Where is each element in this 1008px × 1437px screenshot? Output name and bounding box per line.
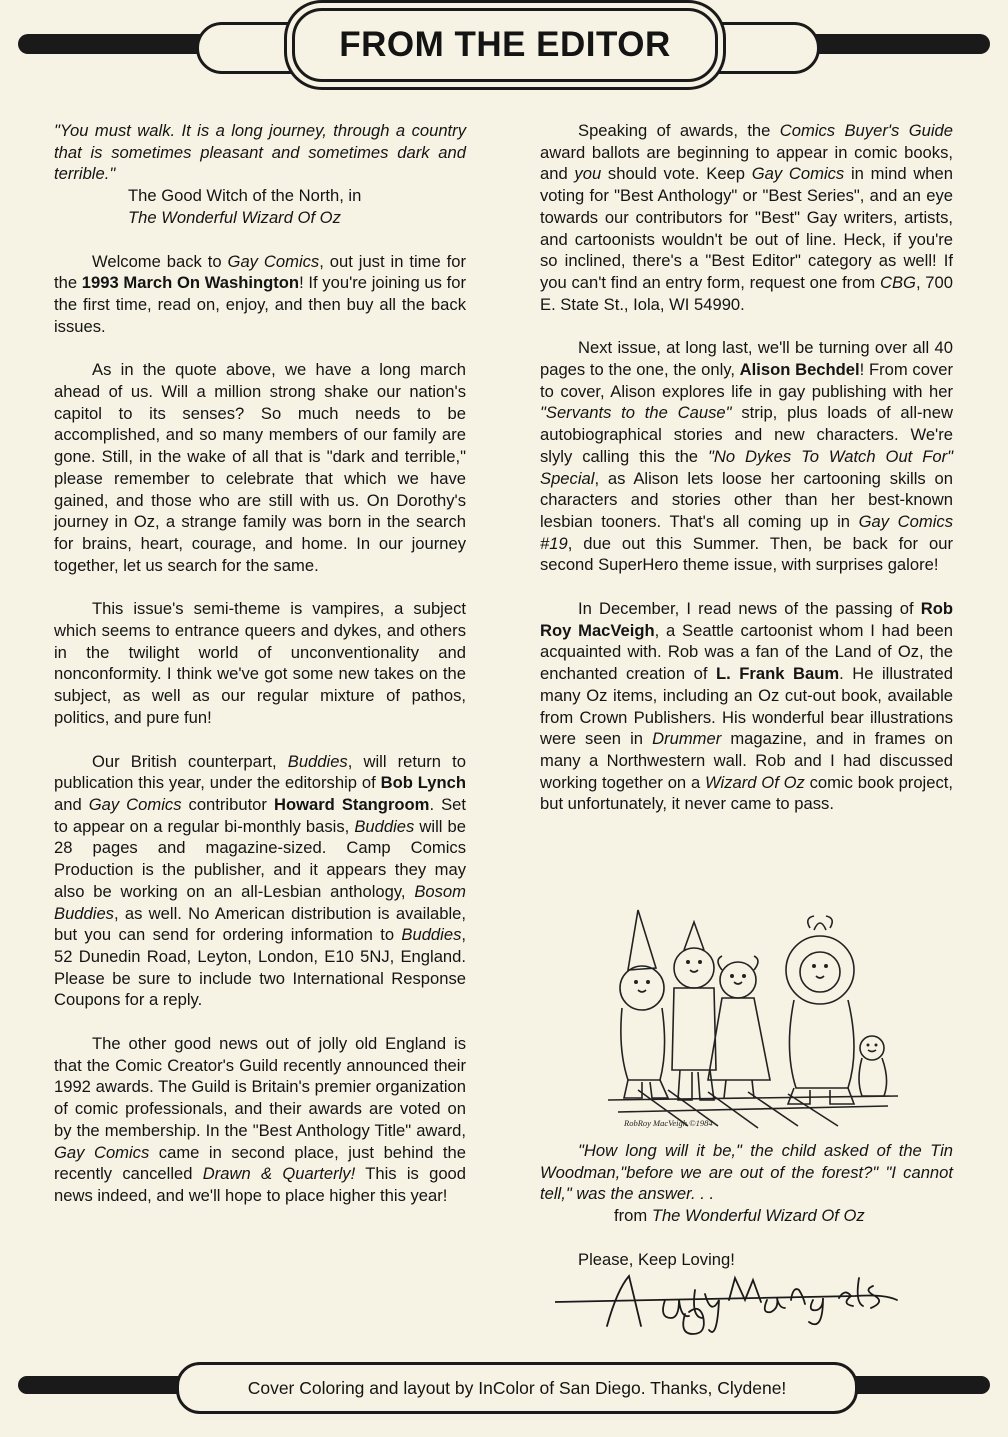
- opening-quote: "You must walk. It is a long journey, through a country that is sometimes pleasant and sometimes dark and terrible.": [54, 121, 466, 184]
- quote-attribution-title: The Wonderful Wizard Of Oz: [128, 207, 341, 227]
- footer-bar-right: [840, 1376, 990, 1394]
- paragraph-cbg-awards: Speaking of awards, the Comics Buyer's Guide award ballots are beginning to appear in comic books, and you should vote. Keep Gay Comics in mind when voting for "Best Anthology" or "Best Series", and an eye towards our contributors for "Best" Gay writers, artists, and cartoonists wouldn't be out of line. Heck, if you're so inclined, there's a "Best Editor" category as well! If you can't find an entry form, request one from CBG, 700 E. State St., Iola, WI 54990.: [540, 121, 953, 314]
- page-title: FROM THE EDITOR: [339, 25, 671, 64]
- caption-quote: "How long will it be," the child asked of the Tin Woodman,"before we are out of the forest?" "I cannot tell," was the answer. . .: [540, 1141, 953, 1204]
- paragraph-buddies: Our British counterpart, Buddies, will return to publication this year, under the editorship of Bob Lynch and Gay Comics contributor Howard Stangroom. Set to appear on a regular bi-monthly basis, Buddies will be 28 pages and magazine-sized. Camp Comics Production is the publisher, and it appears they may also be working on an all-Lesbian anthology, Bosom Buddies, as well. No American distribution is available, but you can send for ordering information to Buddies, 52 Dunedin Road, Leyton, London, E10 5NJ, England. Please be sure to include two International Response Coupons for a reply.: [54, 751, 466, 1010]
- oz-bears-illustration: [598, 900, 914, 1132]
- left-column: [54, 120, 466, 1229]
- footer-credit-box: [176, 1362, 858, 1414]
- paragraph-next-issue: Next issue, at long last, we'll be turning over all 40 pages to the one, the only, Alison Bechdel! From cover to cover, Alison explores life in gay publishing with her "Servants to the Cause" strip, plus loads of all-new autobiographical stories and new characters. We're slyly calling this the "No Dykes To Watch Out For" Special, as Alison lets loose her cartooning skills on characters and stories other than her best-known lesbian tooners. That's all coming up in Gay Comics #19, due out this Summer. Then, be back for our second SuperHero theme issue, with surprises galore!: [540, 338, 954, 575]
- paragraph-vampires: This issue's semi-theme is vampires, a subject which seems to entrance queers and dykes, and others in the twilight world of unconventionality and nonconformity. I think we've got some new takes on the subject, as well as our regular mixture of pathos, politics, and pure fun!: [54, 599, 466, 727]
- quote-attribution: [54, 185, 466, 228]
- quote-attribution-speaker: The Good Witch of the North, in: [128, 186, 362, 206]
- right-column: [540, 120, 953, 837]
- paragraph-guild-awards: The other good news out of jolly old England is that the Comic Creator's Guild recently announced their 1992 awards. The Guild is Britain's premier organization of comic professionals, and their awards are voted on by the membership. In the "Best Anthology Title" award, Gay Comics came in second place, just behind the recently cancelled Drawn & Quarterly! This is good news indeed, and we'll hope to place higher this year!: [54, 1034, 467, 1205]
- signature: [555, 1270, 915, 1338]
- illustration-caption: [540, 1140, 953, 1227]
- paragraph-march: As in the quote above, we have a long march ahead of us. Will a million strong shake our nation's capitol to its senses? So much needs to be accomplished, and so many members of our family are gone. Still, in the wake of all that is "dark and terrible," please remember to celebrate that which we have gained, and those who are still with us. On Dorothy's journey in Oz, a strange family was born in the search for brains, heart, courage, and home. In our journey together, let us search for the same.: [54, 360, 466, 575]
- closing-line: Please, Keep Loving!: [578, 1250, 735, 1269]
- illustration-credit: RobRoy MacVeigh ©1984: [624, 1118, 713, 1128]
- header-title-box: [292, 8, 718, 82]
- footer-credit: Cover Coloring and layout by InColor of San Diego. Thanks, Clydene!: [247, 1377, 787, 1398]
- paragraph-welcome: Welcome back to Gay Comics, out just in time for the 1993 March On Washington! If you're joining us for the first time, read on, enjoy, and then buy all the back issues.: [54, 251, 467, 336]
- footer-bar-left: [18, 1376, 188, 1394]
- caption-source: from The Wonderful Wizard Of Oz: [614, 1206, 865, 1226]
- paragraph-macveigh: In December, I read news of the passing of Rob Roy MacVeigh, a Seattle cartoonist whom I had been acquainted with. Rob was a fan of the Land of Oz, the enchanted creation of L. Frank Baum. He illustrated many Oz items, including an Oz cut-out book, available from Crown Publishers. His wonderful bear illustrations were seen in Drummer magazine, and in frames on many a Northwestern wall. Rob and I had discussed working together on a Wizard Of Oz comic book project, but unfortunately, it never came to pass.: [540, 599, 953, 814]
